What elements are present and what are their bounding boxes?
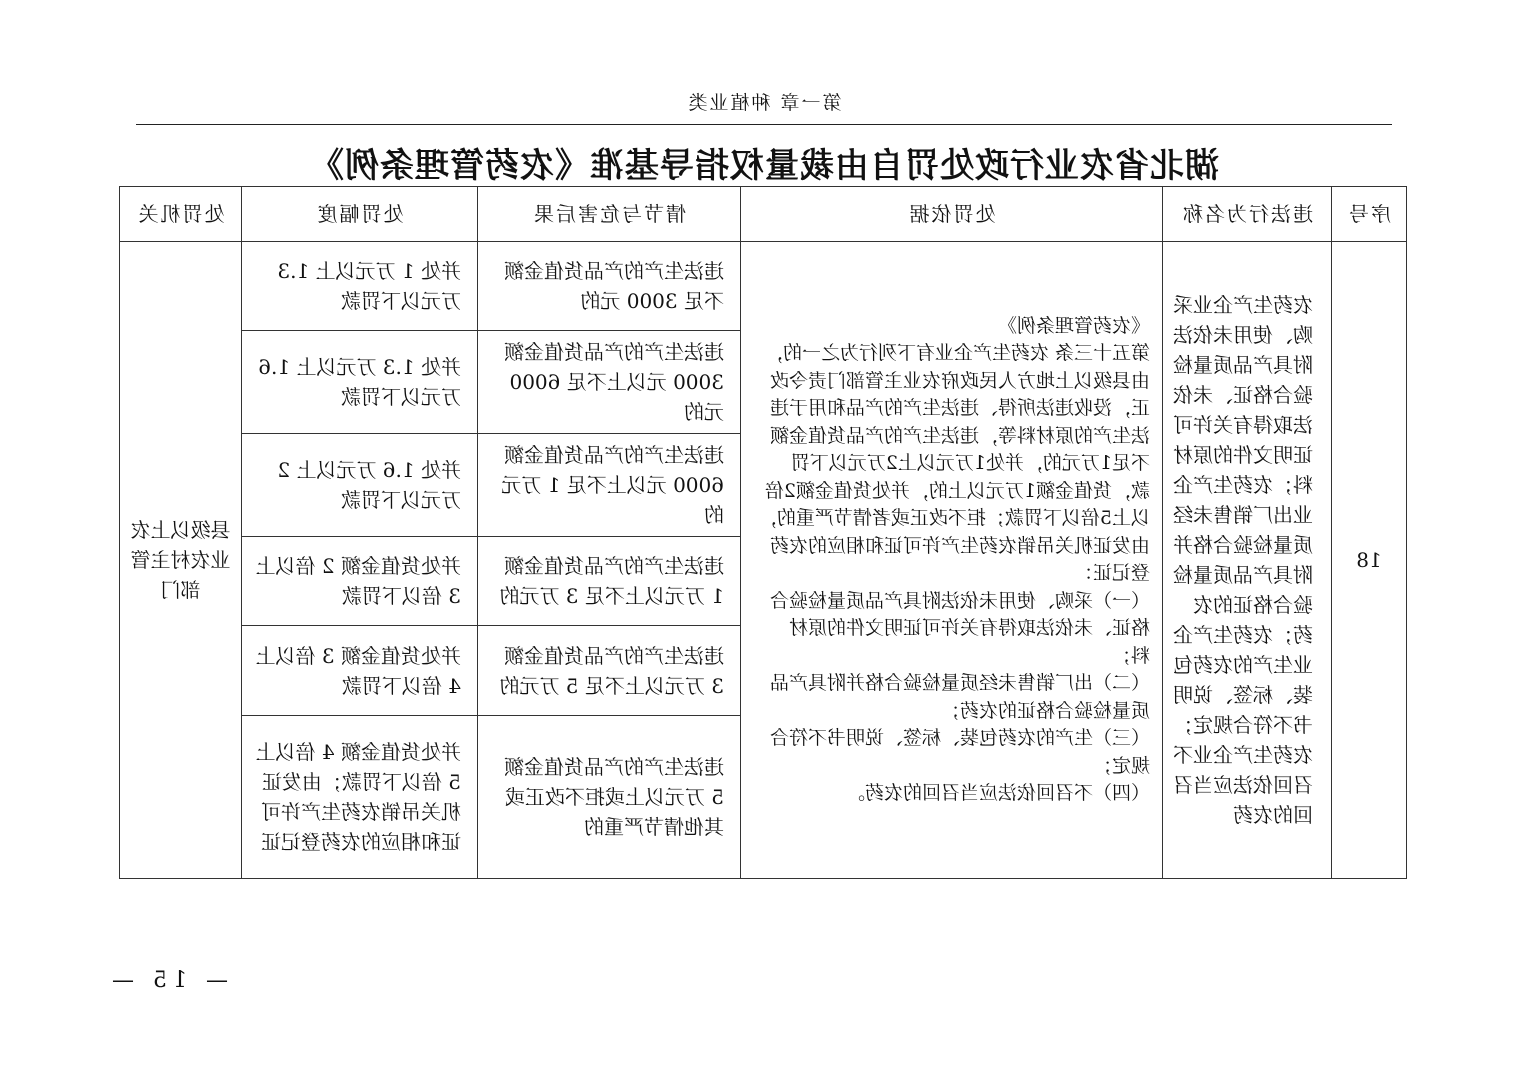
header-name: 违法行为名称: [1163, 187, 1332, 242]
cell-severity: 违法生产的产品货值金额不足 3000 元的: [478, 242, 741, 331]
cell-severity: 违法生产的产品货值金额 1 万元以上不足 3 万元的: [478, 537, 741, 626]
basis-line: 《农药管理条例》: [997, 314, 1150, 337]
cell-penalty: 并处 1.6 万元以上 2 万元以下罚款: [242, 434, 478, 537]
basis-line: （二）出厂销售未经质量检验合格并附具产品质量检验合格证的农药；: [769, 672, 1150, 722]
table-row: [120, 242, 1407, 331]
basis-line: （三）生产的农药包装、标签、说明书不符合规定；: [769, 727, 1150, 777]
basis-line: 第五十三条 农药生产企业有下列行为之一的，由县级以上地方人民政府农业主管部门责令改正，没收违法所得、违法生产的产品和用于违法生产的原材料等，违法生产的产品货值金额不足1万元的，并处1万元以上2万元以下罚款，货值金额1万元以上的，并处货值金额2倍以上5倍以下罚款；拒不改正或者情节严重的，由发证机关吊销农药生产许可证和相应的农药登记证：: [757, 342, 1150, 584]
cell-penalty: 并处 1 万元以上 1.3 万元以下罚款: [242, 242, 478, 331]
cell-severity: 违法生产的产品货值金额 5 万元以上或拒不改正或其他情节严重的: [478, 716, 741, 879]
table-header-row: [120, 187, 1407, 242]
cell-agency: 县级以上农业农村主管部门: [120, 242, 242, 879]
header-basis: 处罚依据: [741, 187, 1163, 242]
cell-penalty: 并处货值金额 3 倍以上 4 倍以下罚款: [242, 626, 478, 716]
cell-basis: [741, 242, 1163, 879]
page-title: 湖北省农业行政处罚自由裁量权指导基准《农药管理条例》: [309, 146, 1219, 186]
chapter-header: 第一章 种植业类: [686, 92, 842, 114]
header-rule: [136, 124, 1392, 125]
header-no: 序号: [1332, 187, 1407, 242]
cell-penalty: 并处货值金额 2 倍以上 3 倍以下罚款: [242, 537, 478, 626]
cell-severity: 违法生产的产品货值金额 3 万元以上不足 5 万元的: [478, 626, 741, 716]
header-penalty: 处罚幅度: [242, 187, 478, 242]
header-severity: 情节与危害后果: [478, 187, 741, 242]
cell-severity: 违法生产的产品货值金额 6000 元以上不足 1 万元的: [478, 434, 741, 537]
basis-line: （一）采购、使用未依法附具产品质量检验合格证、未依法取得有关许可证明文件的原材料；: [769, 589, 1150, 667]
cell-no: 18: [1332, 242, 1407, 879]
header-agency: 处罚机关: [120, 187, 242, 242]
cell-penalty: 并处货值金额 4 倍以上 5 倍以下罚款；由发证机关吊销农药生产许可证和相应的农药登记证: [242, 716, 478, 879]
penalty-table: [119, 186, 1407, 879]
cell-severity: 违法生产的产品货值金额 3000 元以上不足 6000 元的: [478, 331, 741, 434]
cell-violation-name: 农药生产企业采购、使用未依法附具产品质量检验合格证、未依法取得有关许可证明文件的原材料；农药生产企业出厂销售未经质量检验合格并附具产品质量检验合格证的农药；农药生产企业生产的农药包装、标签、说明书不符合规定；农药生产企业不召回依法应当召回的农药: [1163, 242, 1332, 879]
basis-line: （四）不召回依法应当召回的农药。: [845, 782, 1150, 804]
page-number: — 15 —: [106, 968, 228, 993]
cell-penalty: 并处 1.3 万元以上 1.6 万元以下罚款: [242, 331, 478, 434]
